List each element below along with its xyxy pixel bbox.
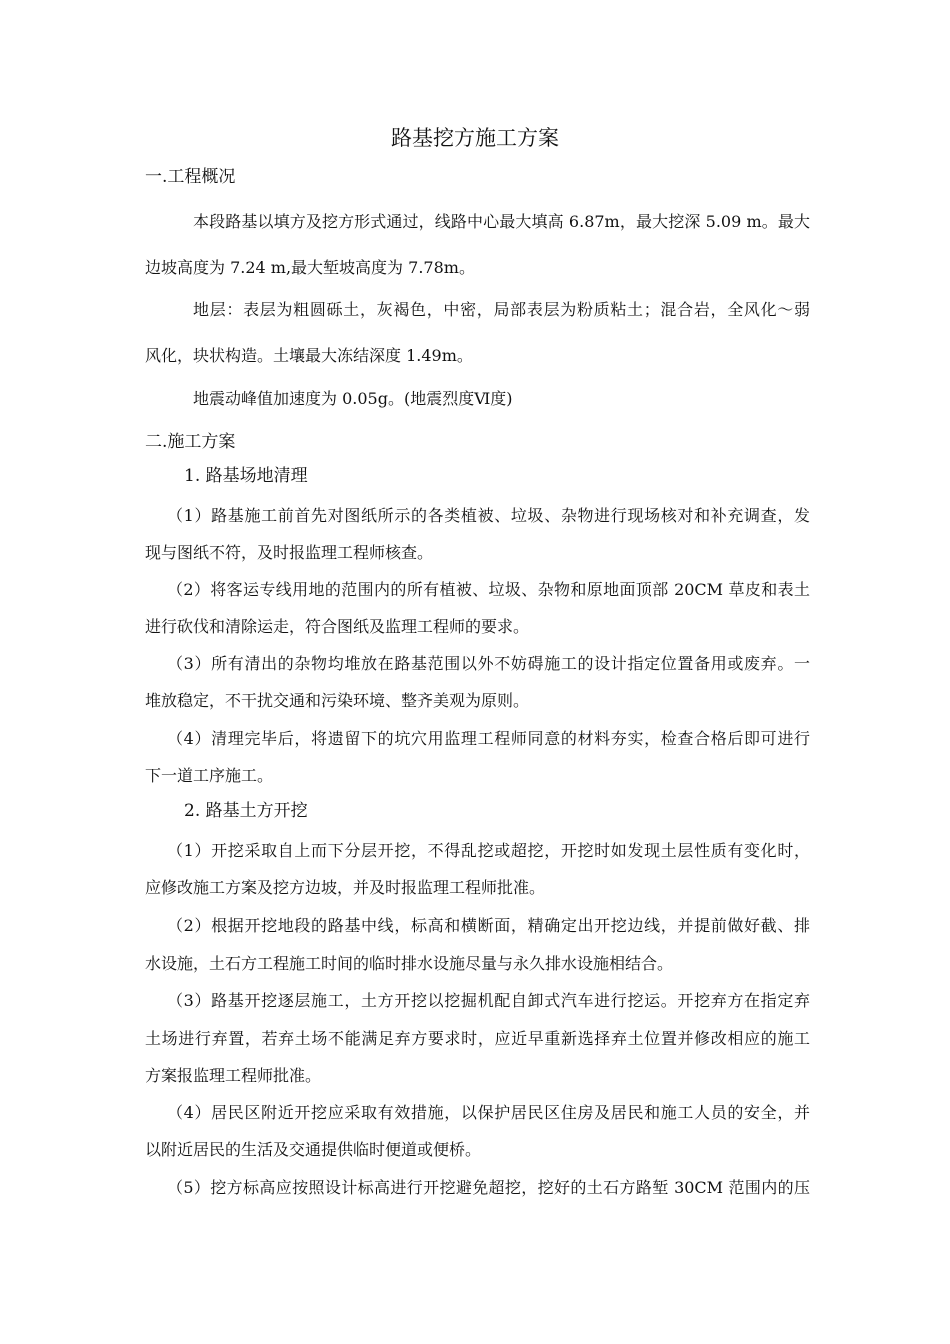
list-item-line: 水设施，土石方工程施工时间的临时排水设施尽量与永久排水设施相结合。 (145, 954, 674, 973)
paragraph-line: 地层：表层为粗圆砾土，灰褐色，中密，局部表层为粉质粘土；混合岩，全风化～弱 (193, 300, 810, 319)
section-heading-plan: 二.施工方案 (145, 432, 236, 452)
paragraph-line: 本段路基以填方及挖方形式通过，线路中心最大填高 6.87m，最大挖深 5.09 m。最大 (193, 212, 810, 231)
paragraph-line: 边坡高度为 7.24 m,最大堑坡高度为 7.78m。 (145, 258, 475, 277)
list-item-line: 方案报监理工程师批准。 (145, 1066, 322, 1085)
list-item-line: 以附近居民的生活及交通提供临时便道或便桥。 (145, 1140, 482, 1159)
list-item-line: 土场进行弃置，若弃土场不能满足弃方要求时，应近早重新选择弃土位置并修改相应的施工 (145, 1029, 810, 1048)
list-item-line: 应修改施工方案及挖方边坡，并及时报监理工程师批准。 (145, 878, 546, 897)
list-item-line: 现与图纸不符，及时报监理工程师核查。 (145, 543, 434, 562)
list-item-line: （2）根据开挖地段的路基中线，标高和横断面，精确定出开挖边线，并提前做好截、排 (167, 916, 810, 935)
list-item-line: （5）挖方标高应按照设计标高进行开挖避免超挖，挖好的土石方路堑 30CM 范围内的压 (167, 1178, 810, 1197)
document-title: 路基挖方施工方案 (391, 126, 559, 150)
list-item-line: 进行砍伐和清除运走，符合图纸及监理工程师的要求。 (145, 617, 530, 636)
subsection-heading-excavation: 2. 路基土方开挖 (184, 801, 308, 821)
list-item-line: （2）将客运专线用地的范围内的所有植被、垃圾、杂物和原地面顶部 20CM 草皮和表土 (167, 580, 810, 599)
paragraph-line: 风化，块状构造。土壤最大冻结深度 1.49m。 (145, 346, 473, 365)
section-heading-overview: 一.工程概况 (145, 167, 236, 187)
list-item-line: （3）所有清出的杂物均堆放在路基范围以外不妨碍施工的设计指定位置备用或废弃。一 (167, 654, 810, 673)
list-item-line: 堆放稳定，不干扰交通和污染环境、整齐美观为原则。 (145, 691, 530, 710)
list-item-line: （1）路基施工前首先对图纸所示的各类植被、垃圾、杂物进行现场核对和补充调查，发 (167, 506, 810, 525)
list-item-line: （1）开挖采取自上而下分层开挖，不得乱挖或超挖，开挖时如发现土层性质有变化时， (167, 841, 810, 860)
subsection-heading-clearing: 1. 路基场地清理 (184, 466, 308, 486)
list-item-line: 下一道工序施工。 (145, 766, 274, 785)
list-item-line: （4）清理完毕后，将遗留下的坑穴用监理工程师同意的材料夯实，检查合格后即可进行 (167, 729, 810, 748)
paragraph-line: 地震动峰值加速度为 0.05g。(地震烈度Ⅵ度) (193, 389, 513, 408)
list-item-line: （4）居民区附近开挖应采取有效措施，以保护居民区住房及居民和施工人员的安全，并 (167, 1103, 810, 1122)
list-item-line: （3）路基开挖逐层施工，土方开挖以挖掘机配自卸式汽车进行挖运。开挖弃方在指定弃 (167, 991, 810, 1010)
